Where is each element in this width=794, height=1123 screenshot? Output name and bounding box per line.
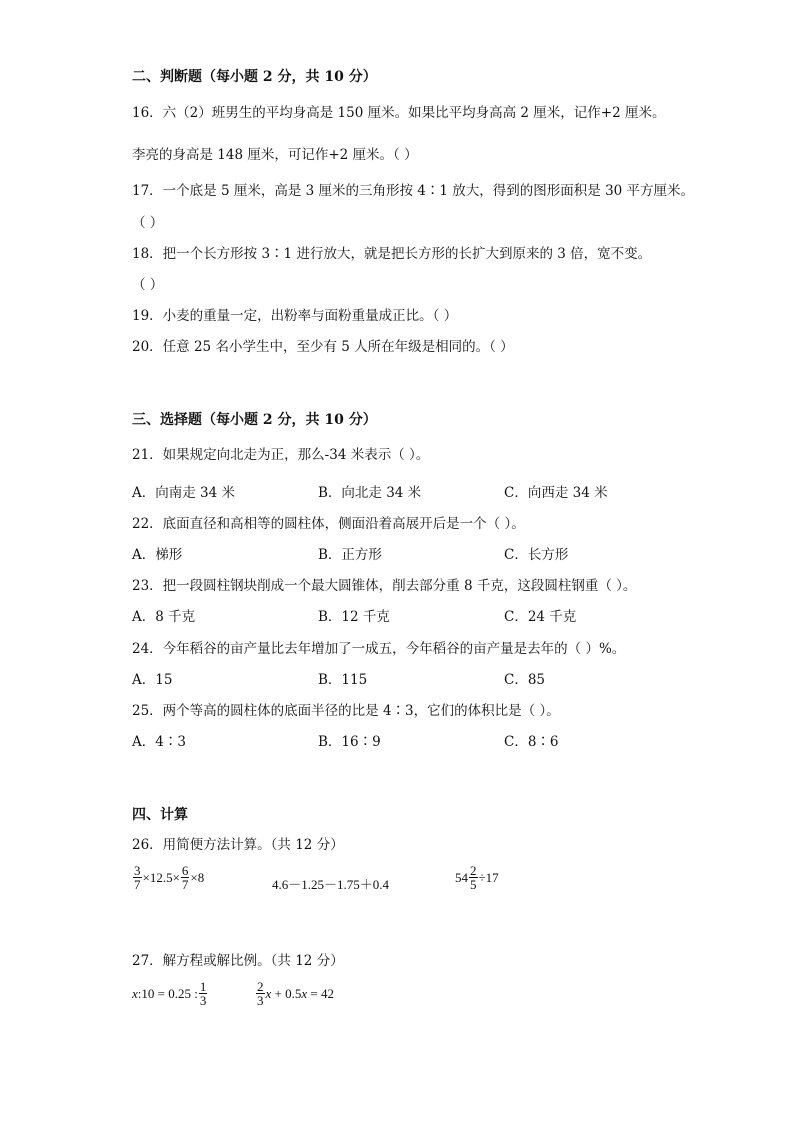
q27-expression-1: x :10 = 0.25 : $\frac{1}{3}$ <box>132 979 207 1008</box>
q24-option-c: C．85 <box>504 672 546 688</box>
fraction: $\frac{1}{3}$ <box>199 979 207 1008</box>
q26-expression-2: 4.6－1.25－1.75＋0.4 <box>272 877 390 892</box>
q16-line2: 李亮的身高是 148 厘米，可记作+2 厘米。（ ） <box>132 147 418 163</box>
q23-option-c: C．24 千克 <box>504 609 577 625</box>
fraction: $\frac{6}{7}$ <box>181 863 189 892</box>
q19: 19．小麦的重量一定，出粉率与面粉重量成正比。（ ） <box>132 308 458 324</box>
q26-expression-1: $\frac{3}{7}$ ×12.5× $\frac{6}{7}$ ×8 <box>134 863 205 892</box>
fraction: $\frac{3}{7}$ <box>134 863 141 892</box>
section3-heading: 三、选择题（每小题 2 分，共 10 分） <box>132 412 377 428</box>
fraction: $\frac{2}{5}$ <box>470 863 477 892</box>
q25-option-b: B．16∶9 <box>318 734 381 750</box>
q21-stem: 21．如果规定向北走为正，那么-34 米表示（ ）。 <box>132 447 430 463</box>
section4-heading: 四、计算 <box>132 807 188 823</box>
q16-line1: 16．六（2）班男生的平均身高是 150 厘米。如果比平均身高高 2 厘米，记作+2 厘米。 <box>132 105 666 121</box>
q23-stem: 23．把一段圆柱钢块削成一个最大圆锥体，削去部分重 8 千克，这段圆柱钢重（ ）。 <box>132 578 637 594</box>
q21-option-b: B．向北走 34 米 <box>318 485 422 501</box>
q26-prompt: 26．用简便方法计算。（共 12 分） <box>132 837 344 853</box>
q22-stem: 22．底面直径和高相等的圆柱体，侧面沿着高展开后是一个（ ）。 <box>132 516 525 532</box>
q26-expression-3: 54 $\frac{2}{5}$ ÷17 <box>455 863 499 892</box>
q24-option-b: B．115 <box>318 672 368 688</box>
section2-heading: 二、判断题（每小题 2 分，共 10 分） <box>132 69 377 85</box>
q17-line1: 17．一个底是 5 厘米，高是 3 厘米的三角形按 4∶1 放大，得到的图形面积是 30 平方厘米。 <box>132 183 695 199</box>
q27-prompt: 27．解方程或解比例。（共 12 分） <box>132 953 344 969</box>
q18-line1: 18．把一个长方形按 3∶1 进行放大，就是把长方形的长扩大到原来的 3 倍，宽不变。 <box>132 246 652 262</box>
fraction: $\frac{2}{3}$ <box>257 979 264 1008</box>
q25-option-c: C．8∶6 <box>504 734 559 750</box>
q23-option-a: A．8 千克 <box>132 609 196 625</box>
q17-line2: （ ） <box>132 215 164 231</box>
q21-option-c: C．向西走 34 米 <box>504 485 608 501</box>
q22-option-c: C．长方形 <box>504 547 569 563</box>
q25-option-a: A．4∶3 <box>132 734 186 750</box>
q27-expression-2: $\frac{2}{3}$ x + 0.5 x = 42 <box>257 979 334 1008</box>
q22-option-b: B．正方形 <box>318 547 382 563</box>
q22-option-a: A．梯形 <box>132 547 183 563</box>
q18-line2: （ ） <box>132 277 164 293</box>
q25-stem: 25．两个等高的圆柱体的底面半径的比是 4∶3，它们的体积比是（ ）。 <box>132 703 560 719</box>
q24-stem: 24．今年稻谷的亩产量比去年增加了一成五，今年稻谷的亩产量是去年的（ ）%。 <box>132 641 626 657</box>
q21-option-a: A．向南走 34 米 <box>132 485 236 501</box>
q23-option-b: B．12 千克 <box>318 609 390 625</box>
q20: 20．任意 25 名小学生中，至少有 5 人所在年级是相同的。（ ） <box>132 339 514 355</box>
q24-option-a: A．15 <box>132 672 173 688</box>
